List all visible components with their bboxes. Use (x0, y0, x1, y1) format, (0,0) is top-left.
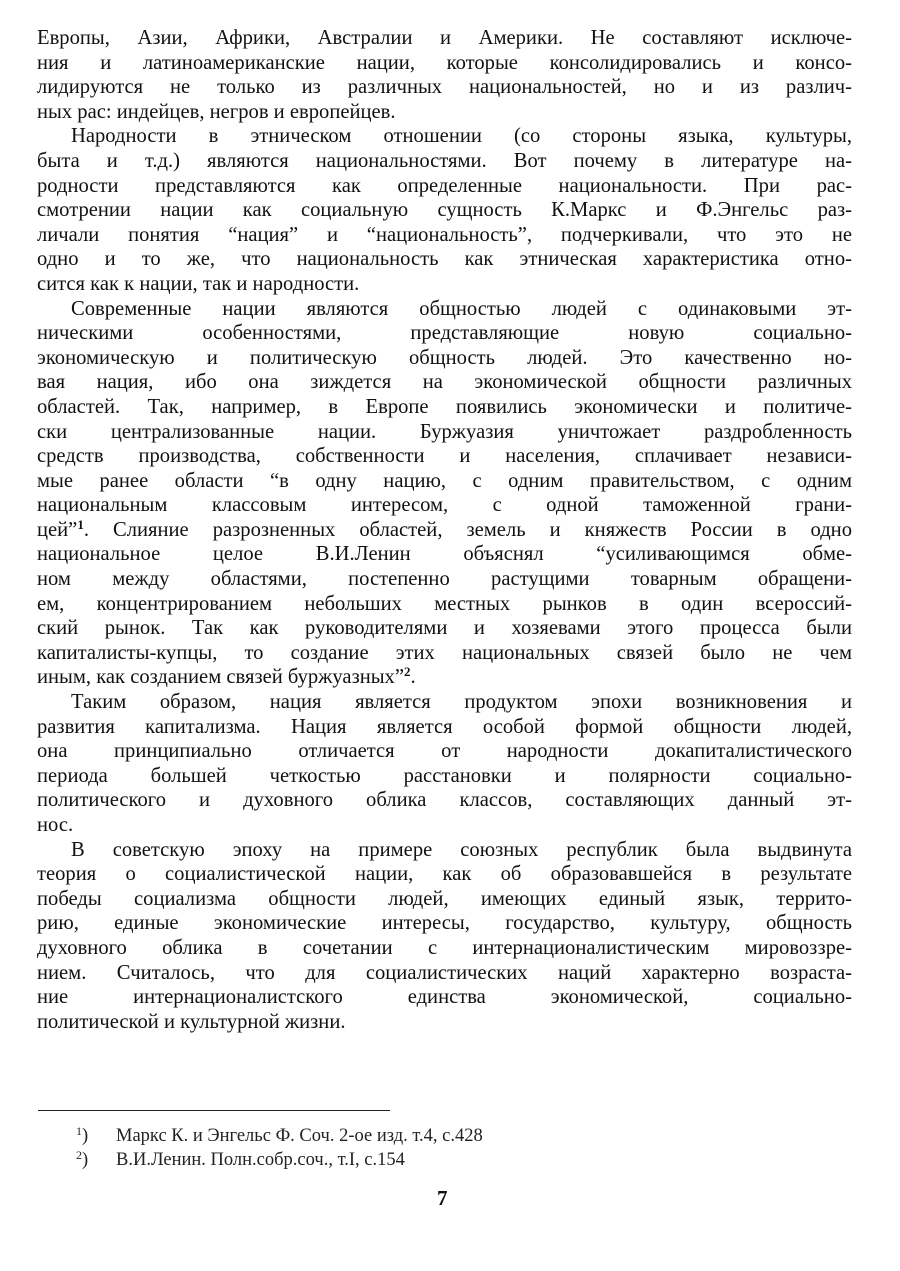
text-line: вая нация, ибо она зиждется на экономической общности различных (37, 371, 852, 394)
footnote-text: Маркс К. и Энгельс Ф. Соч. 2-ое изд. т.4, с.428 (116, 1126, 483, 1146)
text-line: политического и духовного облика классов, составляющих данный эт- (37, 789, 852, 812)
text-line: быта и т.д.) являются национальностями. Вот почему в литературе на- (37, 149, 852, 172)
footnote-ref-1[interactable]: 1 (77, 516, 84, 532)
footnote-mark: $^2$) (76, 1148, 89, 1170)
text-line: периода большей четкостью расстановки и полярности социально- (37, 764, 852, 787)
text-line: ем, концентрированием небольших местных рынков в один всероссий- (37, 592, 852, 615)
text-line: ский рынок. Так как руководителями и хозяевами этого процесса были (37, 617, 852, 640)
text-line: экономическую и политическую общность людей. Это качественно но- (37, 346, 852, 369)
paragraph (37, 297, 852, 691)
text-segment: . (410, 666, 416, 689)
text-line: национальным классовым интересом, с одной таможенной грани- (37, 494, 852, 517)
footnote-2 (76, 1148, 483, 1172)
text-line: рию, единые экономические интересы, государство, культуру, общность (37, 912, 852, 935)
text-line: Народности в этническом отношении (со стороны языка, культуры, (71, 125, 852, 148)
text-line: смотрении нации как социальную сущность К.Маркс и Ф.Энгельс раз- (37, 199, 852, 222)
text-line: личали понятия “нация” и “национальность”, подчеркивали, что это не (37, 223, 852, 246)
text-line: ническими особенностями, представляющие новую социально- (37, 322, 852, 345)
text-line: национальное целое В.И.Ленин объяснял “усиливающимся обме- (37, 543, 852, 566)
text-line: политической и культурной жизни. (37, 1010, 346, 1033)
text-line: ном между областями, постепенно растущими товарным обращени- (37, 568, 852, 591)
text-line: одно и то же, что национальность как этническая характеристика отно- (37, 248, 852, 271)
text-line: теория о социалистической нации, как об образовавшейся в результате (37, 863, 852, 886)
paragraph (37, 838, 852, 1035)
text-line: ния и латиноамериканские нации, которые консолидировались и консо- (37, 51, 852, 74)
footnote-mark: $^1$) (76, 1124, 89, 1146)
text-segment: цей” (37, 518, 78, 541)
footnote-text: В.И.Ленин. Полн.собр.соч., т.I, с.154 (116, 1150, 405, 1170)
text-line: средств производства, собственности и населения, сплачивает независи- (37, 445, 852, 468)
text-line: капиталисты-купцы, то создание этих национальных связей было не чем (37, 641, 852, 664)
text-line: она принципиально отличается от народности докапиталистического (37, 740, 852, 763)
page-body (37, 26, 852, 1034)
text-line: областей. Так, например, в Европе появились экономически и политиче- (37, 395, 852, 418)
text-line: ние интернационалистского единства экономической, социально- (37, 986, 852, 1009)
text-line: сится как к нации, так и народности. (37, 272, 360, 295)
text-line: нием. Считалось, что для социалистических наций характерно возраста- (37, 961, 852, 984)
footnotes (76, 1124, 483, 1172)
text-segment: иным, как созданием связей буржуазных” (37, 666, 404, 689)
text-line (37, 518, 852, 543)
paragraph (37, 124, 852, 296)
text-line: развития капитализма. Нация является особой формой общности людей, (37, 715, 852, 738)
text-line: духовного облика в сочетании с интернационалистическим мировоззре- (37, 936, 852, 959)
text-segment: . Слияние разрозненных областей, земель и княжеств России в одно (83, 518, 852, 541)
text-line: мые ранее области “в одну нацию, с одним правительством, с одним (37, 469, 852, 492)
text-line: победы социализма общности людей, имеющих единый язык, террито- (37, 887, 852, 910)
paragraph (37, 26, 852, 124)
text-line: Европы, Азии, Африки, Австралии и Америки. Не составляют исключе- (37, 27, 852, 49)
text-line: Современные нации являются общностью людей с одинаковыми эт- (71, 297, 852, 320)
text-line: В советскую эпоху на примере союзных республик была выдвинута (71, 838, 852, 861)
text-line: нос. (37, 814, 74, 836)
text-line: лидируются не только из различных национальностей, но и из различ- (37, 76, 852, 99)
footnote-divider (38, 1110, 390, 1111)
text-line (37, 665, 852, 690)
footnote-1 (76, 1124, 483, 1148)
page-number: 7 (437, 1186, 448, 1210)
text-line: ски централизованные нации. Буржуазия уничтожает раздробленность (37, 420, 852, 443)
text-line: родности представляются как определенные национальности. При рас- (37, 174, 852, 197)
footnote-ref-2[interactable]: 2 (404, 664, 411, 680)
text-line: Таким образом, нация является продуктом эпохи возникновения и (71, 691, 852, 714)
paragraph (37, 690, 852, 838)
text-line: ных рас: индейцев, негров и европейцев. (37, 100, 396, 123)
